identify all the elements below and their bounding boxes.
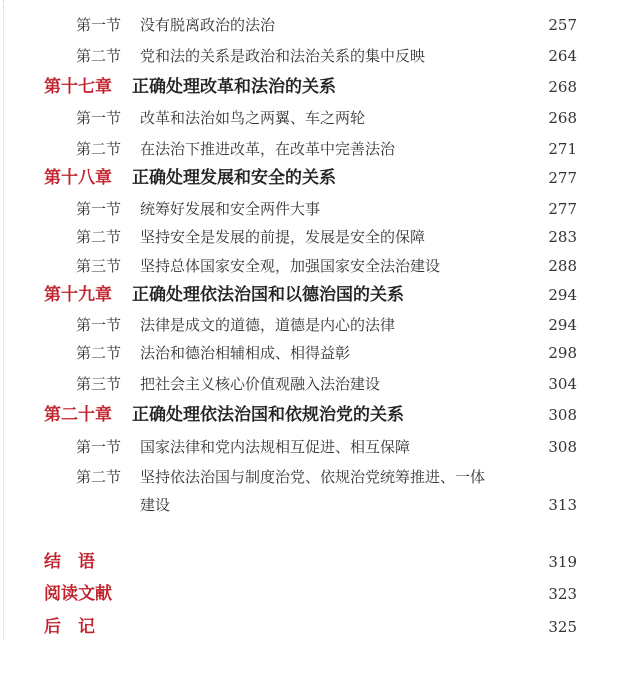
toc-section-row[interactable] [0, 138, 619, 160]
section-number: 第三节 [76, 257, 122, 275]
toc-section-row[interactable] [0, 226, 619, 248]
page-number: 313 [548, 496, 577, 514]
section-title: 法律是成文的道德，道德是内心的法律 [140, 316, 396, 334]
chapter-title: 正确处理发展和安全的关系 [132, 168, 336, 188]
toc-section-continuation[interactable] [0, 494, 619, 516]
toc-section-row[interactable] [0, 466, 619, 488]
toc-section-row[interactable] [0, 45, 619, 67]
section-number: 第一节 [76, 200, 122, 218]
toc-section-row[interactable] [0, 314, 619, 336]
section-title: 统筹好发展和安全两件大事 [140, 200, 321, 218]
section-title: 坚持安全是发展的前提，发展是安全的保障 [140, 228, 426, 246]
section-number: 第二节 [76, 228, 122, 246]
chapter-number: 第十九章 [44, 285, 112, 305]
section-number: 第一节 [76, 438, 122, 456]
toc-section-row[interactable] [0, 107, 619, 129]
section-number: 第一节 [76, 16, 122, 34]
page-number: 283 [548, 228, 577, 246]
page-number: 308 [548, 406, 577, 424]
page-number: 288 [548, 257, 577, 275]
page-number: 325 [548, 618, 577, 636]
page-number: 257 [548, 16, 577, 34]
page-number: 294 [548, 286, 577, 304]
page-number: 308 [548, 438, 577, 456]
section-title: 坚持依法治国与制度治党、依规治党统筹推进、一体 [140, 468, 486, 486]
chapter-title: 正确处理依法治国和以德治国的关系 [132, 285, 404, 305]
section-number: 第三节 [76, 375, 122, 393]
toc-section-row[interactable] [0, 14, 619, 36]
section-title: 党和法的关系是政治和法治关系的集中反映 [140, 47, 426, 65]
section-title: 把社会主义核心价值观融入法治建设 [140, 375, 381, 393]
toc-section-row[interactable] [0, 373, 619, 395]
section-title: 法治和德治相辅相成、相得益彰 [140, 344, 351, 362]
chapter-title: 正确处理改革和法治的关系 [132, 77, 336, 97]
chapter-number: 第十七章 [44, 77, 112, 97]
page-number: 268 [548, 109, 577, 127]
backmatter-title: 阅读文献 [44, 584, 112, 604]
toc-backmatter-row[interactable] [0, 551, 619, 573]
page-number: 264 [548, 47, 577, 65]
backmatter-title: 结 语 [44, 552, 95, 572]
chapter-title: 正确处理依法治国和依规治党的关系 [132, 405, 404, 425]
page-number: 277 [548, 169, 577, 187]
toc-section-row[interactable] [0, 342, 619, 364]
toc-section-row[interactable] [0, 198, 619, 220]
section-number: 第二节 [76, 47, 122, 65]
section-title: 没有脱离政治的法治 [140, 16, 276, 34]
section-title: 国家法律和党内法规相互促进、相互保障 [140, 438, 411, 456]
toc-backmatter-row[interactable] [0, 583, 619, 605]
section-number: 第二节 [76, 344, 122, 362]
section-title: 在法治下推进改革，在改革中完善法治 [140, 140, 396, 158]
toc-chapter-row[interactable] [0, 76, 619, 98]
page-number: 277 [548, 200, 577, 218]
section-number: 第一节 [76, 316, 122, 334]
section-number: 第二节 [76, 468, 122, 486]
page-number: 323 [548, 585, 577, 603]
page-number: 268 [548, 78, 577, 96]
toc-backmatter-row[interactable] [0, 616, 619, 638]
backmatter-title: 后 记 [44, 617, 95, 637]
section-title: 改革和法治如鸟之两翼、车之两轮 [140, 109, 366, 127]
page-number: 304 [548, 375, 577, 393]
section-number: 第二节 [76, 140, 122, 158]
page-number: 271 [548, 140, 577, 158]
toc-section-row[interactable] [0, 255, 619, 277]
page-number: 319 [548, 553, 577, 571]
section-number: 第一节 [76, 109, 122, 127]
toc-chapter-row[interactable] [0, 404, 619, 426]
page-number: 298 [548, 344, 577, 362]
chapter-number: 第十八章 [44, 168, 112, 188]
chapter-number: 第二十章 [44, 405, 112, 425]
section-title: 坚持总体国家安全观，加强国家安全法治建设 [140, 257, 441, 275]
toc-chapter-row[interactable] [0, 167, 619, 189]
toc-section-row[interactable] [0, 436, 619, 458]
toc-chapter-row[interactable] [0, 284, 619, 306]
page-number: 294 [548, 316, 577, 334]
section-title-continuation: 建设 [140, 496, 171, 514]
